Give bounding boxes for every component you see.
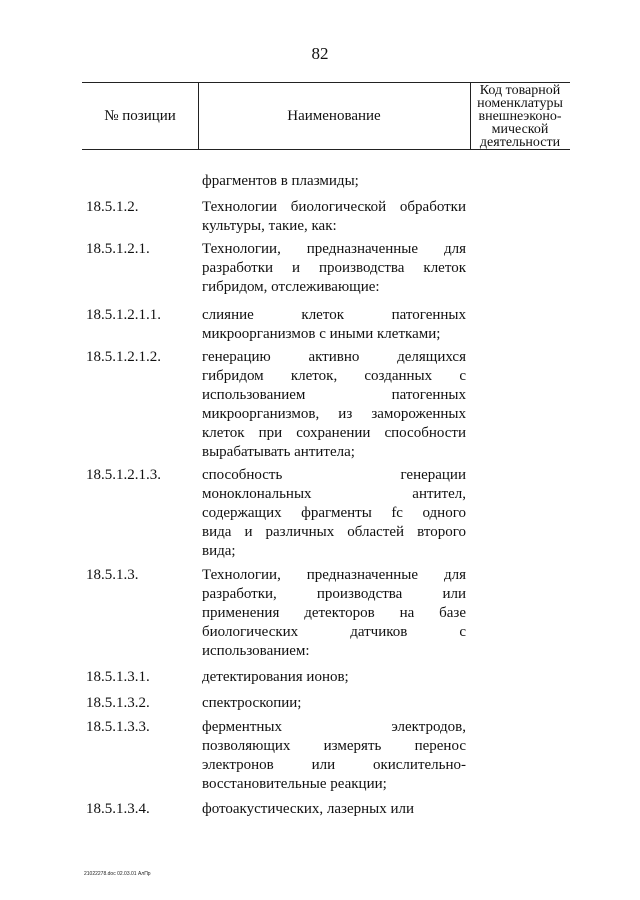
item-name-line: биологических датчиков с: [202, 624, 466, 640]
item-name: [202, 198, 466, 236]
header-position: № позиции: [104, 107, 176, 124]
position-number: 18.5.1.2.1.2.: [86, 349, 161, 365]
header-name: Наименование: [287, 107, 381, 124]
item-name-line: генерацию активно делящихся: [202, 349, 466, 365]
item-name-line: моноклональных антител,: [202, 486, 466, 502]
header-code-line: внешнеэконо-: [478, 109, 562, 124]
header-code-line: деятельности: [479, 135, 561, 150]
position-number: 18.5.1.2.1.1.: [86, 307, 161, 323]
header-code-line: мической: [491, 122, 549, 137]
item-name-line: содержащих фрагменты fc одного: [202, 505, 466, 521]
position-number: 18.5.1.3.3.: [86, 719, 150, 735]
item-name-line: микроорганизмов с иными клетками;: [202, 326, 441, 342]
position-number: 18.5.1.3.: [86, 567, 139, 583]
position-number: 18.5.1.2.1.: [86, 241, 150, 257]
footer-file-ref: 21022278.doc 02.03.01 АлПр: [84, 871, 151, 877]
item-name-line: позволяющих измерять перенос: [202, 738, 466, 754]
item-name-line: Технологии, предназначенные для: [202, 567, 466, 583]
item-name: [202, 718, 466, 794]
item-name-line: разработки, производства или: [202, 586, 466, 602]
item-name-line: восстановительные реакции;: [202, 776, 387, 792]
position-number: 18.5.1.2.1.3.: [86, 467, 161, 483]
item-name-line: ферментных электродов,: [202, 719, 466, 735]
item-name: [202, 566, 466, 661]
item-name-line: Технологии, предназначенные для: [202, 241, 466, 257]
item-name-line: вида и различных областей второго: [202, 524, 466, 540]
item-name-line: слияние клеток патогенных: [202, 307, 466, 323]
item-name: [202, 306, 466, 344]
item-name-line: клеток при сохранении способности: [202, 425, 466, 441]
item-name-line: вида;: [202, 543, 236, 559]
header-code: [470, 83, 570, 149]
position-number: 18.5.1.3.4.: [86, 801, 150, 817]
item-name: [202, 240, 466, 297]
item-name-line: электронов или окислительно-: [202, 757, 466, 773]
position-number: 18.5.1.3.1.: [86, 669, 150, 685]
item-name-line: использованием:: [202, 643, 310, 659]
item-name-line: фотоакустических, лазерных или: [202, 801, 415, 817]
item-name: [202, 668, 466, 687]
item-name-line: спектроскопии;: [202, 695, 302, 711]
item-name: [202, 694, 466, 713]
item-name-line: микроорганизмов, из замороженных: [202, 406, 466, 422]
item-name: [202, 800, 466, 819]
page-number: 82: [311, 44, 329, 63]
table-header: [82, 82, 570, 150]
item-name-line: гибридом, отслеживающие:: [202, 279, 380, 295]
position-number: 18.5.1.3.2.: [86, 695, 150, 711]
item-name-line: разработки и производства клеток: [202, 260, 466, 276]
position-number: 18.5.1.2.: [86, 199, 139, 215]
header-code-line: Код товарной: [479, 83, 561, 98]
item-name-line: способность генерации: [202, 467, 466, 483]
item-name-line: Технологии биологической обработки: [202, 199, 466, 215]
item-name-line: вырабатывать антитела;: [202, 444, 355, 460]
header-code-line: номенклатуры: [477, 96, 563, 111]
item-name-line: культуры, такие, как:: [202, 218, 337, 234]
item-name: [202, 172, 466, 191]
item-name-line: фрагментов в плазмиды;: [202, 173, 359, 189]
item-name-line: гибридом клеток, созданных с: [202, 368, 466, 384]
item-name: [202, 466, 466, 561]
item-name: [202, 348, 466, 462]
item-name-line: применения детекторов на базе: [202, 605, 466, 621]
item-name-line: детектирования ионов;: [202, 669, 349, 685]
item-name-line: использованием патогенных: [202, 387, 466, 403]
